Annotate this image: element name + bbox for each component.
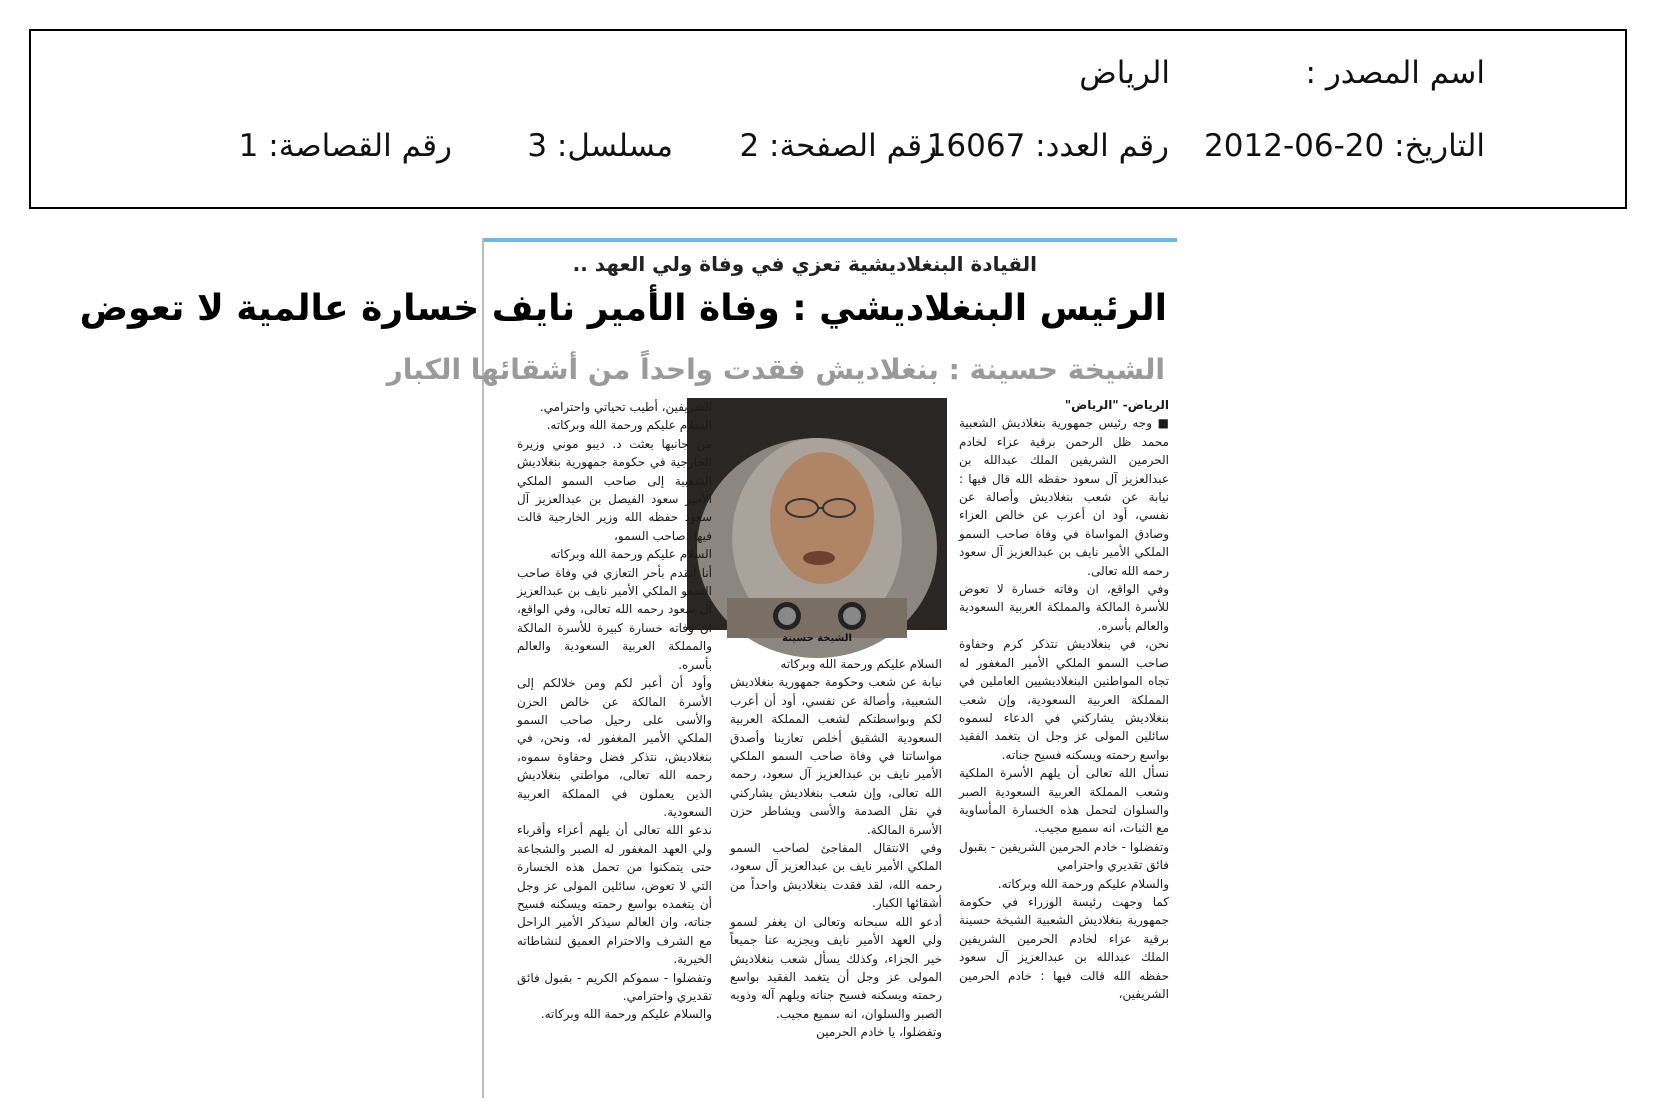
page-number-field: رقم الصفحة: 2: [739, 128, 937, 164]
article-column-right: [959, 396, 1169, 1096]
paragraph: والسلام عليكم ورحمة الله وبركاته.: [997, 876, 1169, 891]
article-column-middle: [730, 655, 942, 1095]
top-rule: [482, 238, 1177, 242]
paragraph: وفي الانتقال المفاجئ لصاحب السمو الملكي الأمير نايف بن عبدالعزيز آل سعود، رحمه الله، لقد فقدت بنغلاديش واحداً من أشقائها الكبار.: [730, 841, 942, 911]
paragraph: أدعو الله سبحانه وتعالى ان يغفر لسمو ولي العهد الأمير نايف ويجزيه عنا جميعاً خير الجزاء، وكذلك يسأل شعب بنغلاديش المولى عز وجل أن يتغمد الفقيد بواسع رحمته ويسكنه فسيح جناته ويلهم آله وذويه الصبر والسلوان، انه سميع مجيب.: [730, 914, 942, 1021]
serial-field: مسلسل: 3: [527, 128, 673, 164]
paragraph: السلام عليكم ورحمة الله وبركاته.: [546, 418, 712, 433]
paragraph: نحن، في بنغلاديش نتذكر كرم وحفاوة صاحب السمو الملكي الأمير المغفور له تجاه المواطنين البنغلاديشيين العاملين في المملكة العربية السعودية، وإن شعب بنغلاديش يشاركني في الدعاء لسموه سائلين المولى عز وجل ان يتغمد الفقيد بواسع رحمته ويسكنه فسيح جناته.: [959, 637, 1169, 762]
date-field: التاريخ: 20-06-2012: [1204, 128, 1485, 164]
paragraph: أنا أتقدم بأحر التعازي في وفاة صاحب السمو الملكي الأمير نايف بن عبدالعزيز آل سعود رحمه الله تعالى، وفي الواقع، ان وفاته خسارة كبيرة للأسرة المالكة والمملكة العربية السعودية والعالم بأسره.: [517, 565, 712, 672]
hasina-photo: [687, 398, 947, 630]
article-byline: الرياض- "الرياض": [1064, 398, 1169, 412]
paragraph: من جانبها بعثت د. ديبو موني وزيرة الخارجية في حكومة جمهورية بنغلاديش الشعبية إلى صاحب السمو الملكي الأمير سعود الفيصل بن عبدالعزيز آل سعود حفظه الله وزير الخارجية قالت فيها :صاحب السمو،: [517, 436, 712, 543]
paragraph: وتفضلوا، يا خادم الحرمين: [816, 1025, 942, 1040]
source-value: الرياض: [1079, 55, 1170, 91]
paragraph: وفي الواقع، ان وفاته خسارة لا تعوض للأسرة المالكة والمملكة العربية السعودية والعالم بأسره.: [959, 582, 1169, 633]
issue-number-field: رقم العدد: 16067: [926, 128, 1169, 164]
paragraph: وتفضلوا - سموكم الكريم - بقبول فائق تقديري واحترامي.: [517, 970, 712, 1003]
paragraph: وأود أن أعبر لكم ومن خلالكم إلى الأسرة المالكة عن خالص الحزن والأسى على رحيل صاحب السمو الملكي الأمير المغفور له، ونحن، في بنغلاديش، نتذكر فضل وحفاوة سموه، رحمه الله تعالى، مواطني بنغلاديش الذين يعملون في المملكة العربية السعودية.: [517, 676, 712, 819]
paragraph: ندعو الله تعالى أن يلهم أعزاء وأقرباء ولي العهد المغفور له الصبر والشجاعة حتى يتمكنوا من تحمل هذه الخسارة التي لا تعوض، سائلين المولى عز وجل أن يتغمده بواسع رحمته ويسكنه فسيح جناته، وان العالم سيذكر الأمير الراحل مع الشرف والاحترام العميق لنشاطاته الخيرية.: [517, 823, 712, 967]
article-column-left: [517, 398, 712, 1096]
paragraph: نسأل الله تعالى أن يلهم الأسرة الملكية وشعب المملكة العربية السعودية الصبر والسلوان لتحمل هذه الخسارة المأساوية مع الثبات، انه سميع مجيب.: [959, 766, 1169, 836]
paragraph: كما وجهت رئيسة الوزراء في حكومة جمهورية بنغلاديش الشعبية الشيخة حسينة برقية عزاء لخادم الحرمين الشريفين الملك عبدالله بن عبدالعزيز آل سعود حفظه الله قالت فيها : خادم الحرمين الشريفين،: [959, 894, 1169, 1001]
clip-number-field: رقم القصاصة: 1: [238, 128, 452, 164]
newspaper-clipping: [79, 238, 1177, 1098]
article-subhead: الشيخة حسينة : بنغلاديش فقدت واحداً من أشقائها الكبار: [386, 353, 1165, 386]
photo-caption: الشيخة حسينة: [782, 633, 852, 644]
paragraph: الشريفين، أطيب تحياتي واحترامي.: [539, 400, 712, 414]
paragraph: السلام عليكم ورحمة الله وبركاته: [780, 657, 942, 671]
article-kicker: القيادة البنغلاديشية تعزي في وفاة ولي العهد ..: [572, 252, 1037, 276]
source-label: اسم المصدر :: [1305, 55, 1485, 91]
paragraph: السلام عليكم ورحمة الله وبركاته: [550, 547, 712, 562]
paragraph: والسلام عليكم ورحمة الله وبركاته.: [540, 1007, 712, 1022]
article-headline: الرئيس البنغلاديشي : وفاة الأمير نايف خسارة عالمية لا تعوض: [79, 288, 1167, 329]
paragraph: نيابة عن شعب وحكومة جمهورية بنغلاديش الشعبية، وأصالة عن نفسي، أود أن أعرب لكم وبواسطتكم لشعب المملكة العربية السعودية الشقيق أخلص تعازينا وأصدق مواساتنا في وفاة صاحب السمو الملكي الأمير نايف بن عبدالعزيز آل سعود، رحمه الله تعالى، وإن شعب بنغلاديش يشاركني في نقل الصدمة والأسى ويشاطر حزن الأسرة المالكة.: [730, 675, 942, 837]
paragraph: وتفضلوا - خادم الحرمين الشريفين - بقبول فائق تقديري واحترامي: [959, 839, 1169, 873]
paragraph: ■ وجه رئيس جمهورية بنغلاديش الشعبية محمد ظل الرحمن برقية عزاء لخادم الحرمين الشريفين الملك عبدالله بن عبدالعزيز آل سعود حفظه الله قال فيها : نيابة عن شعب بنغلاديش وأصالة عن نفسي، أود ان أعرب عن خالص العزاء وصادق المواساة في وفاة صاحب السمو الملكي الأمير نايف بن عبدالعزيز آل سعود رحمه الله تعالى.: [959, 416, 1169, 578]
